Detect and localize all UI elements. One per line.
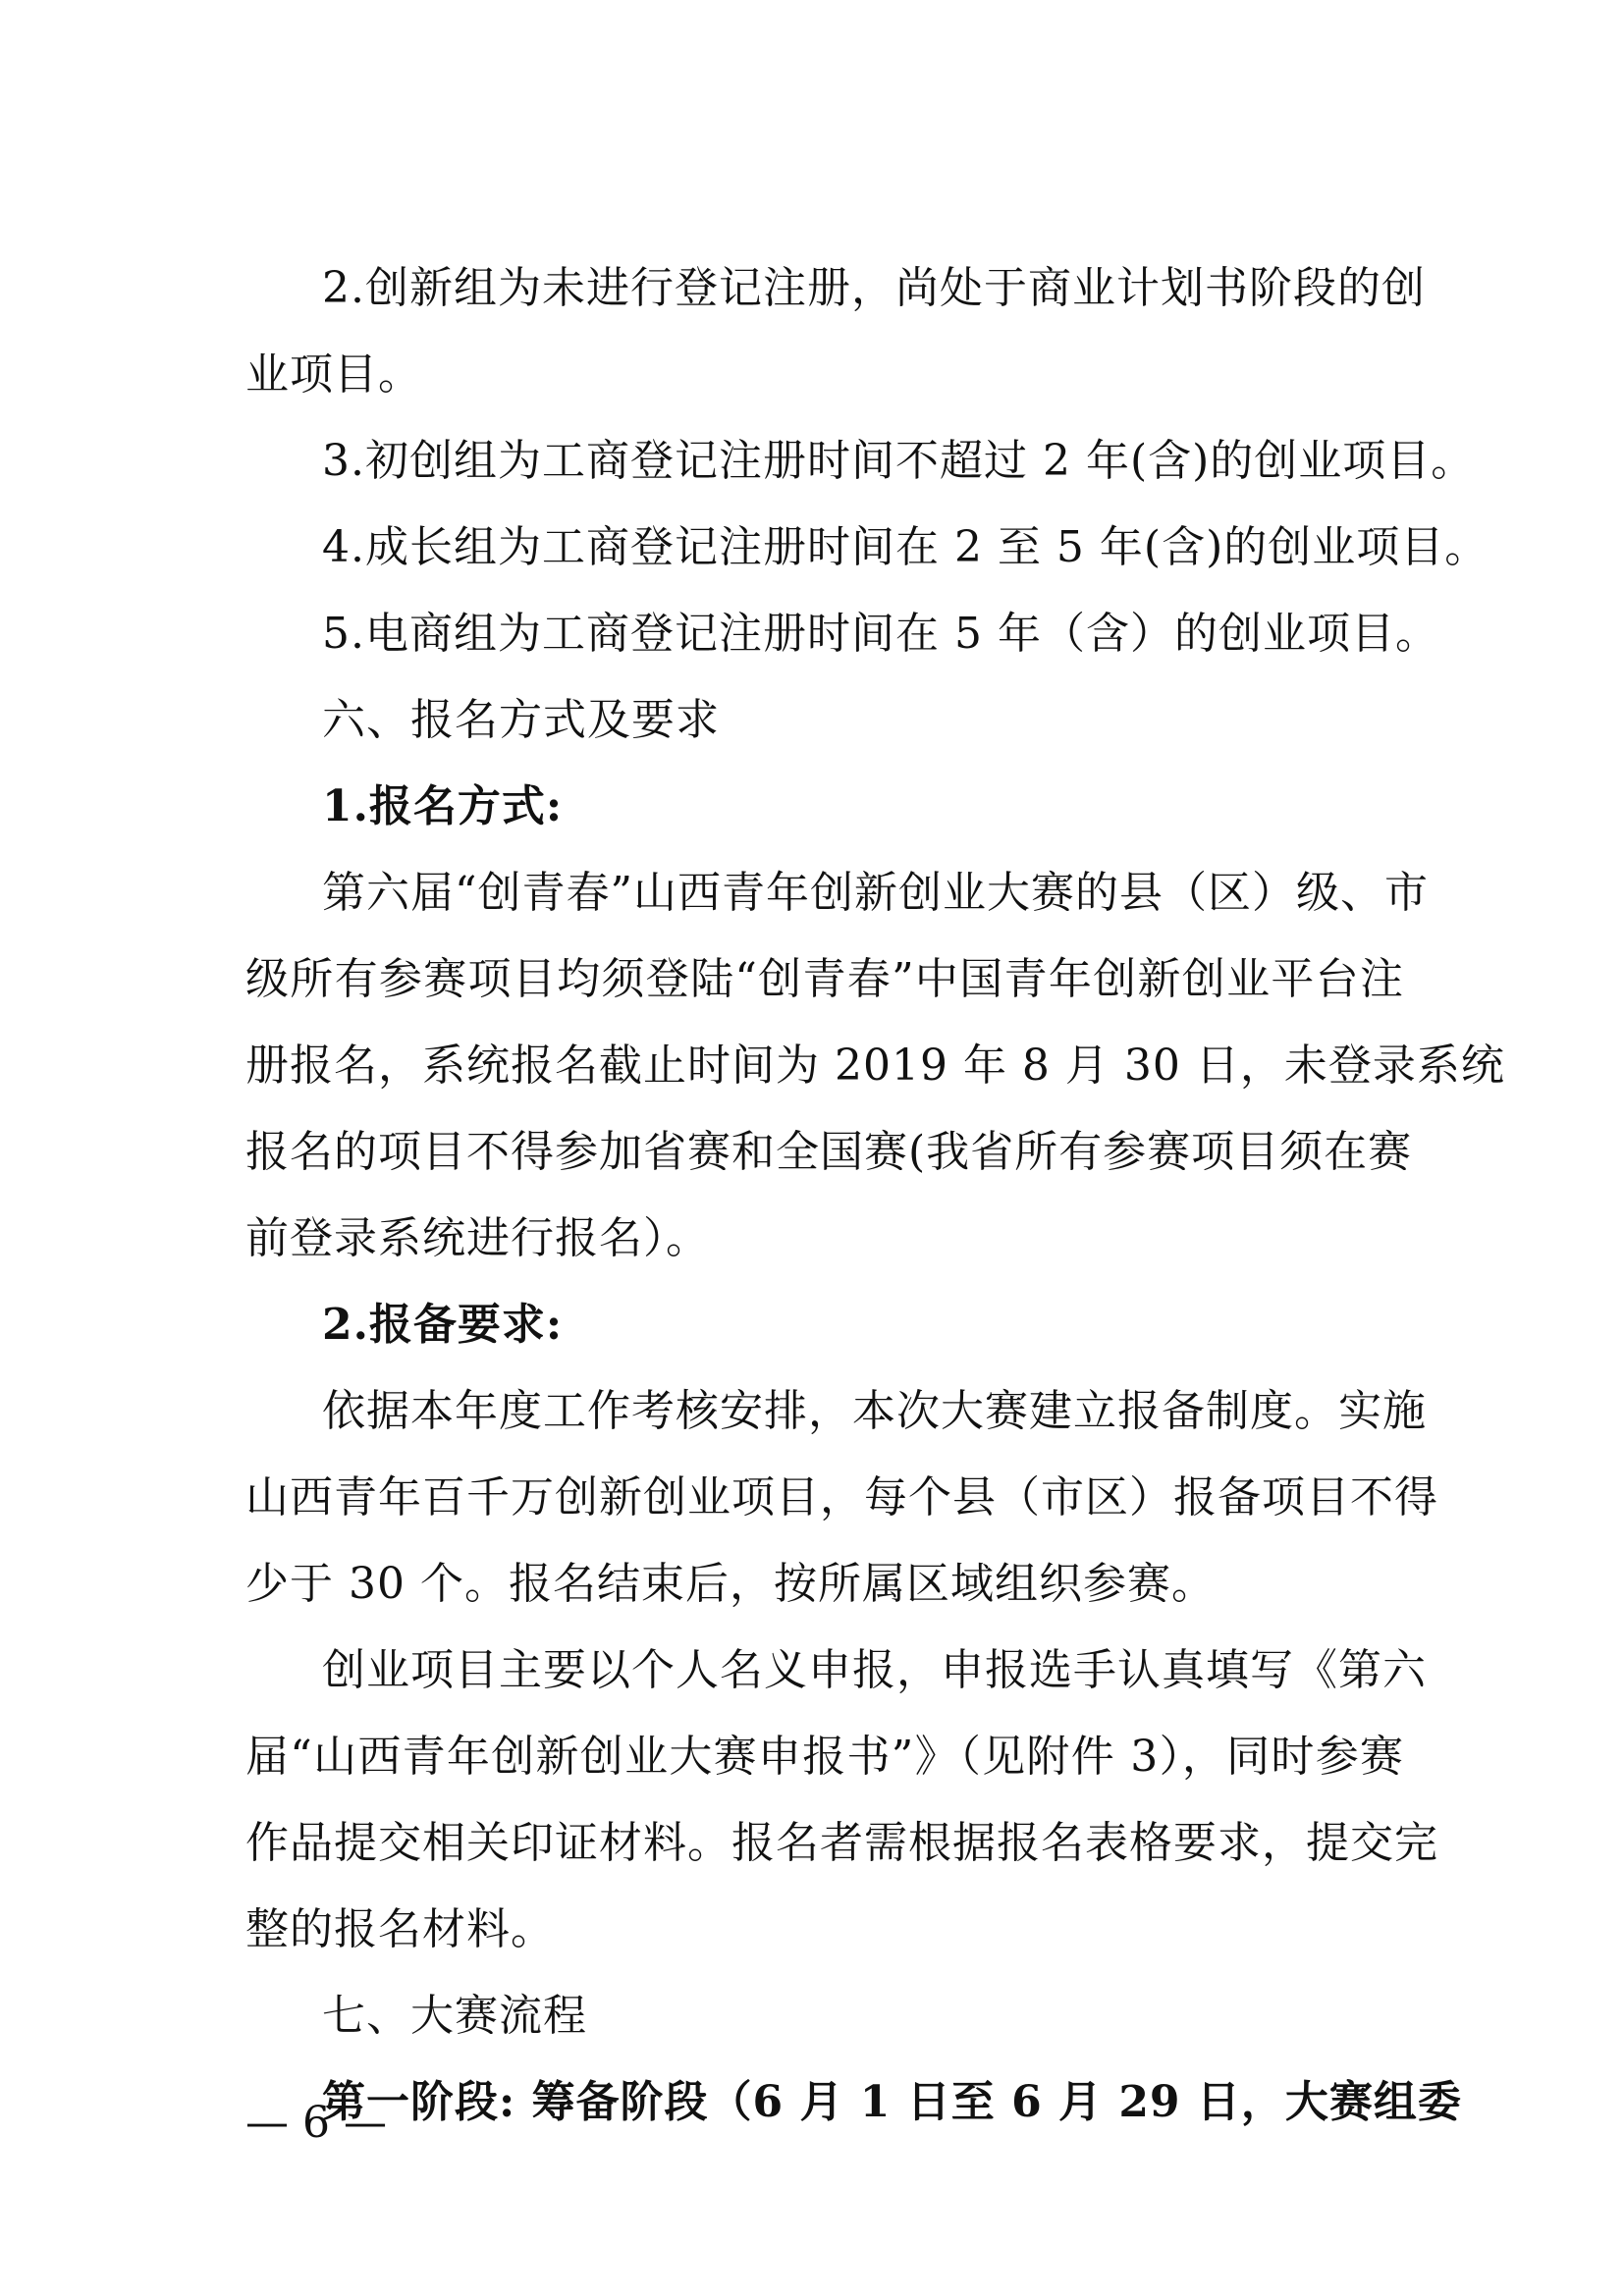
text-line: 作品提交相关印证材料。报名者需根据报名表格要求，提交完 xyxy=(245,1818,1438,1868)
text-line: 业项目。 xyxy=(245,349,422,400)
text-line: 少于 30 个。报名结束后，按所属区域组织参赛。 xyxy=(245,1559,1216,1609)
section-heading: 七、大赛流程 xyxy=(322,1991,587,2041)
text-line: 届“山西青年创新创业大赛申报书”》（见附件 3），同时参赛 xyxy=(245,1732,1404,1782)
text-line: 级所有参赛项目均须登陆“创青春”中国青年创新创业平台注 xyxy=(245,954,1404,1004)
text-line: 册报名，系统报名截止时间为 2019 年 8 月 30 日，未登录系统 xyxy=(245,1041,1505,1091)
page-number: — 6 — xyxy=(245,2098,387,2148)
text-line: 5.电商组为工商登记注册时间在 5 年（含）的创业项目。 xyxy=(322,609,1439,659)
section-heading: 六、报名方式及要求 xyxy=(322,695,720,745)
text-line: 创业项目主要以个人名义申报，申报选手认真填写《第六 xyxy=(322,1645,1427,1695)
text-line: 整的报名材料。 xyxy=(245,1904,555,1954)
text-line: 第六届“创青春”山西青年创新创业大赛的县（区）级、市 xyxy=(322,868,1429,918)
text-line: 4.成长组为工商登记注册时间在 2 至 5 年(含)的创业项目。 xyxy=(322,522,1489,572)
text-line: 2.创新组为未进行登记注册，尚处于商业计划书阶段的创 xyxy=(322,263,1426,313)
text-line: 报名的项目不得参加省赛和全国赛(我省所有参赛项目须在赛 xyxy=(245,1127,1413,1177)
subsection-heading: 2.报备要求: xyxy=(322,1300,564,1350)
subsection-heading: 1.报名方式: xyxy=(322,781,564,831)
document-body xyxy=(245,245,1505,2146)
stage-heading: 第一阶段: 筹备阶段（6 月 1 日至 6 月 29 日，大赛组委 xyxy=(322,2077,1462,2127)
text-line: 3.初创组为工商登记注册时间不超过 2 年(含)的创业项目。 xyxy=(322,436,1476,486)
text-line: 前登录系统进行报名）。 xyxy=(245,1213,710,1263)
text-line: 依据本年度工作考核安排，本次大赛建立报备制度。实施 xyxy=(322,1386,1427,1436)
text-line: 山西青年百千万创新创业项目，每个县（市区）报备项目不得 xyxy=(245,1472,1438,1522)
